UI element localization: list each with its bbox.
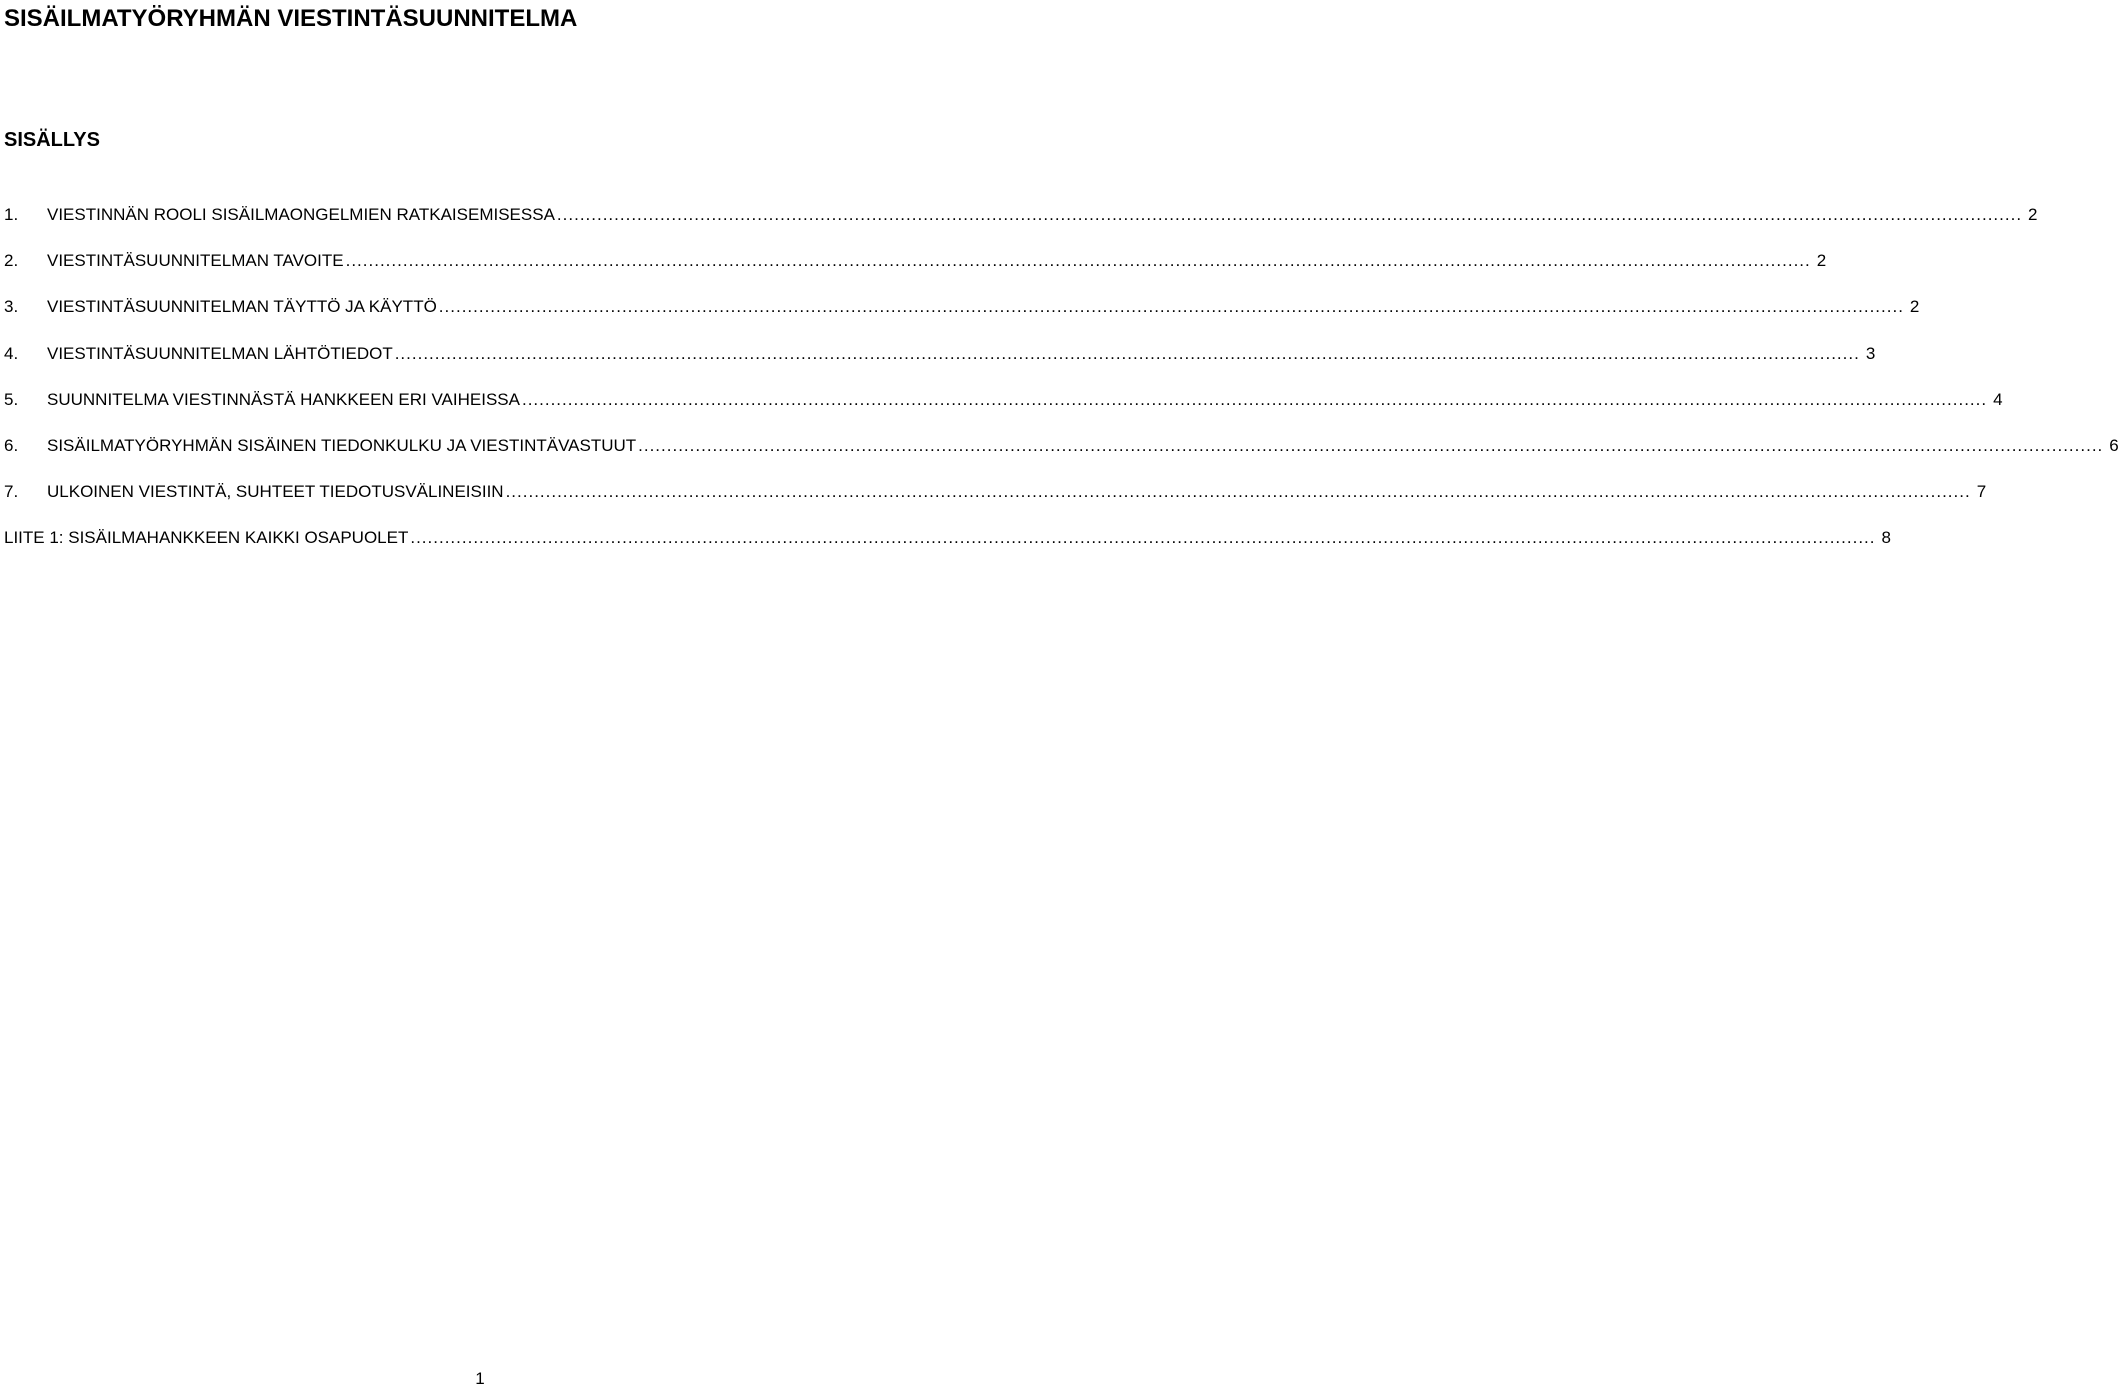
toc-dot-leader: [395, 342, 1860, 366]
toc-entry-page: 2: [2028, 205, 2038, 224]
toc-entry-page: 8: [1881, 528, 1891, 548]
toc-entry-page: 7: [1976, 482, 1987, 502]
toc-dot-leader: [346, 249, 1811, 273]
toc-entry[interactable]: [4, 342, 1876, 388]
toc-dot-leader: [410, 526, 1875, 550]
toc-entry-page: 2: [1909, 297, 1920, 317]
toc-entry-number: 5.: [4, 389, 19, 409]
toc-entry-title: VIESTINTÄSUUNNITELMAN TAVOITE: [47, 251, 344, 271]
toc-entry[interactable]: [4, 434, 2119, 480]
toc-heading: SISÄLLYS: [4, 129, 100, 151]
toc-entry-page: 3: [1865, 343, 1876, 363]
toc-entry-title: LIITE 1: SISÄILMAHANKKEEN KAIKKI OSAPUOLET: [4, 528, 409, 548]
toc-entry-page: 4: [1993, 389, 2003, 409]
toc-dot-leader: [557, 203, 2022, 227]
toc-entry-number: 4.: [4, 343, 19, 363]
toc-entry-title: VIESTINTÄSUUNNITELMAN LÄHTÖTIEDOT: [47, 343, 393, 363]
toc-entry-page: 2: [1816, 251, 1827, 271]
toc-entry-title: VIESTINTÄSUUNNITELMAN TÄYTTÖ JA KÄYTTÖ: [47, 297, 437, 317]
toc-dot-leader: [439, 295, 1904, 319]
toc-entry[interactable]: [4, 295, 1920, 341]
toc-dot-leader: [522, 388, 1987, 412]
page-number: 1: [475, 1369, 485, 1388]
toc-entry-title: ULKOINEN VIESTINTÄ, SUHTEET TIEDOTUSVÄLINEISIIN: [47, 482, 504, 502]
table-of-contents: [4, 203, 2119, 573]
toc-entry-number: 3.: [4, 297, 19, 317]
toc-dot-leader: [506, 480, 1971, 504]
toc-dot-leader: [638, 434, 2103, 458]
toc-entry[interactable]: [4, 480, 1987, 526]
toc-entry-number: 7.: [4, 482, 19, 502]
toc-entry[interactable]: [4, 526, 1891, 572]
toc-entry-title: VIESTINNÄN ROOLI SISÄILMAONGELMIEN RATKAISEMISESSA: [47, 205, 555, 224]
toc-entry-number: 2.: [4, 251, 19, 271]
toc-entry[interactable]: [4, 249, 1827, 295]
toc-entry[interactable]: [4, 388, 2003, 434]
toc-entry-number: 1.: [4, 205, 19, 224]
toc-entry-title: SISÄILMATYÖRYHMÄN SISÄINEN TIEDONKULKU JA VIESTINTÄVASTUUT: [47, 435, 637, 455]
toc-entry[interactable]: [4, 203, 2038, 249]
document-title: SISÄILMATYÖRYHMÄN VIESTINTÄSUUNNITELMA: [4, 5, 578, 32]
toc-entry-number: 6.: [4, 435, 19, 455]
toc-entry-title: SUUNNITELMA VIESTINNÄSTÄ HANKKEEN ERI VAIHEISSA: [47, 389, 520, 409]
toc-entry-page: 6: [2109, 435, 2119, 455]
